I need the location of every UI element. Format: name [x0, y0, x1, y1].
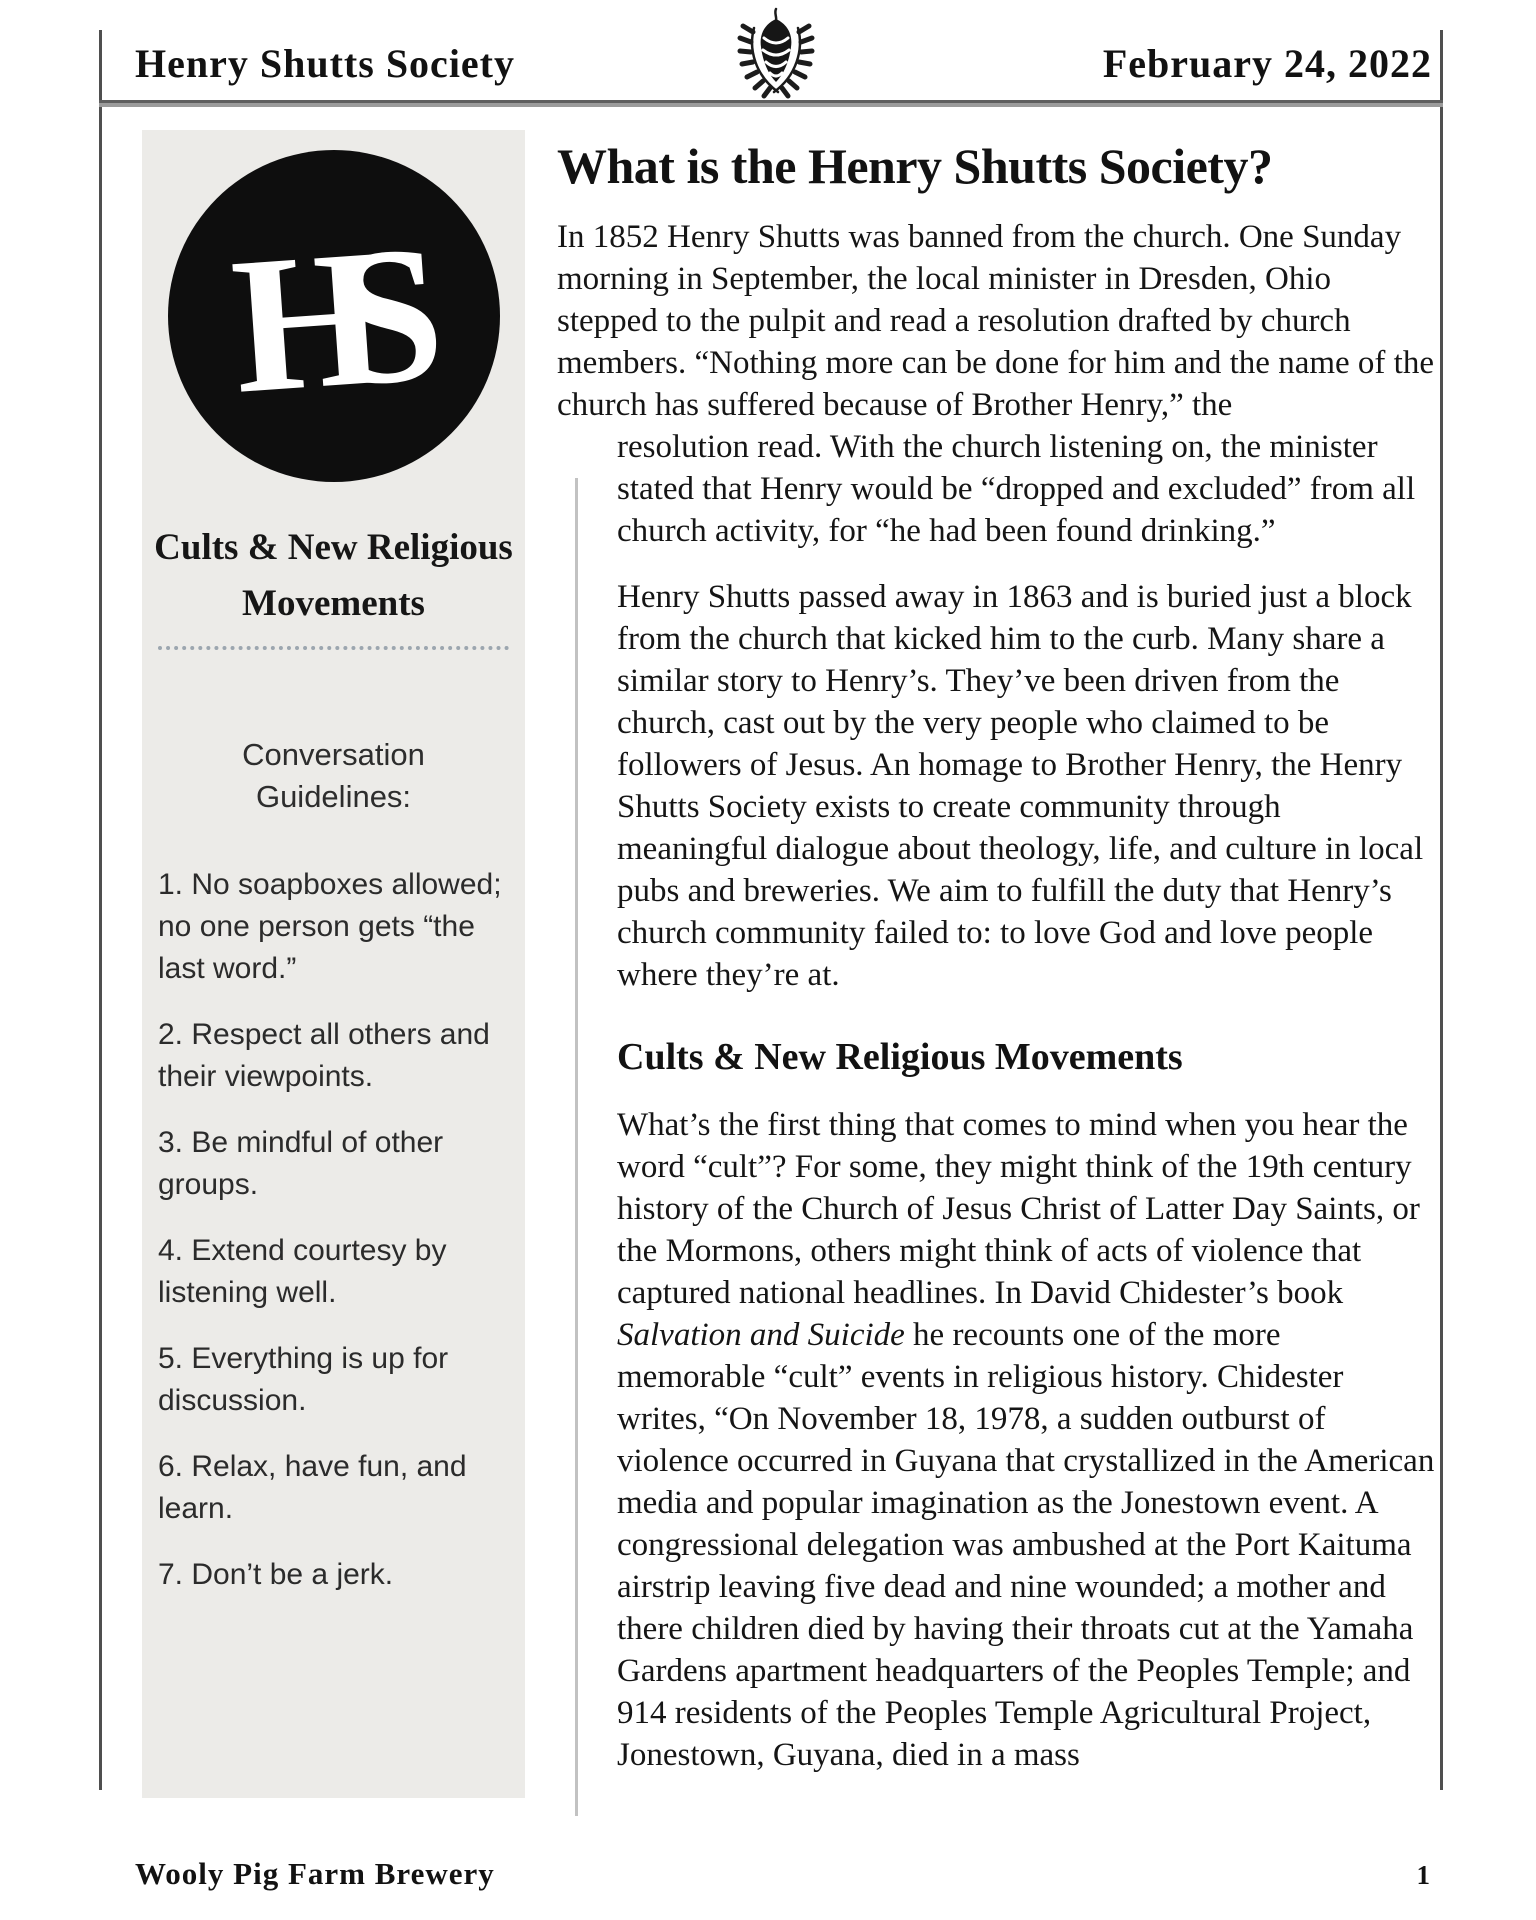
footer-page-number: 1: [1416, 1860, 1430, 1890]
sidebar-topic-title: Cults & New Religious Movements: [154, 527, 513, 624]
header-rule: [99, 100, 1443, 107]
guideline-item: 4. Extend courtesy by listening well.: [158, 1234, 447, 1309]
guideline-item: 7. Don’t be a jerk.: [158, 1558, 394, 1591]
masthead-title: Henry Shutts Society: [135, 41, 515, 86]
paragraph-cults-continuation: he recounts one of the more memorable “cult” events in religious history. Chidester writes, “On November 18, 1978, a sudden outburst of violence occurred in Guyana that crystallized in the American media and popular imagination as the Jonestown event. A congressional delegation was ambushed at the Port Kaituma airstrip leaving five dead and nine wounded; a mother and there children died by having their throats cut at the Yamaha Gardens apartment headquarters of the Peoples Temple; and 914 residents of the Peoples Temple Agricultural Project, Jonestown, Guyana, died in a mass: [617, 1317, 1435, 1773]
paragraph-history: Henry Shutts passed away in 1863 and is buried just a block from the church that kicked him to the curb. Many share a similar story to Henry’s. They’ve been driven from the church, cast out by the very people who claimed to be followers of Jesus. An homage to Brother Henry, the Henry Shutts Society exists to create community through meaningful dialogue about theology, life, and culture in local pubs and breweries. We aim to fulfill the duty that Henry’s church community failed to: to love God and love people where they’re at.: [617, 579, 1424, 993]
guidelines-list: [142, 864, 525, 1596]
guideline-item: 3. Be mindful of other groups.: [158, 1126, 444, 1201]
page-border-left: [99, 30, 102, 1790]
paragraph-cults: [617, 1104, 1437, 1776]
guideline-item: 6. Relax, have fun, and learn.: [158, 1450, 467, 1525]
article-title: What is the Henry Shutts Society?: [557, 138, 1273, 194]
guidelines-title: Conversation Guidelines:: [242, 737, 425, 814]
book-title-italic: Salvation and Suicide: [617, 1317, 905, 1353]
guideline-item: 5. Everything is up for discussion.: [158, 1342, 449, 1417]
guideline-item: 2. Respect all others and their viewpoints.: [158, 1018, 490, 1093]
masthead-date: February 24, 2022: [1102, 41, 1432, 86]
dotted-divider: [158, 646, 509, 650]
paragraph-cults-text: What’s the first thing that comes to mind when you hear the word “cult”? For some, they might think of the 19th century history of the Church of Jesus Christ of Latter Day Saints, or the Mormons, others might think of acts of violence that captured national headlines. In David Chidester’s book: [617, 1107, 1420, 1311]
section-heading: Cults & New Religious Movements: [617, 1036, 1183, 1078]
society-logo: [170, 152, 498, 480]
paragraph-intro-quoted: resolution read. With the church listening on, the minister stated that Henry would be “dropped and excluded” from all church activity, for “he had been found drinking.”: [617, 429, 1416, 549]
guideline-item: 1. No soapboxes allowed; no one person gets “the last word.”: [158, 868, 502, 985]
article-column: [557, 130, 1443, 1776]
paragraph-intro: In 1852 Henry Shutts was banned from the church. One Sunday morning in September, the local minister in Dresden, Ohio stepped to the pulpit and read a resolution drafted by church members. “Nothing more can be done for him and the name of the church has suffered because of Brother Henry,” the: [557, 219, 1434, 423]
sidebar-panel: [142, 130, 525, 1798]
footer-brewery: Wooly Pig Farm Brewery: [135, 1856, 495, 1891]
hop-cone-laurel-icon: [724, 6, 828, 102]
logo-monogram: HS: [225, 208, 399, 435]
